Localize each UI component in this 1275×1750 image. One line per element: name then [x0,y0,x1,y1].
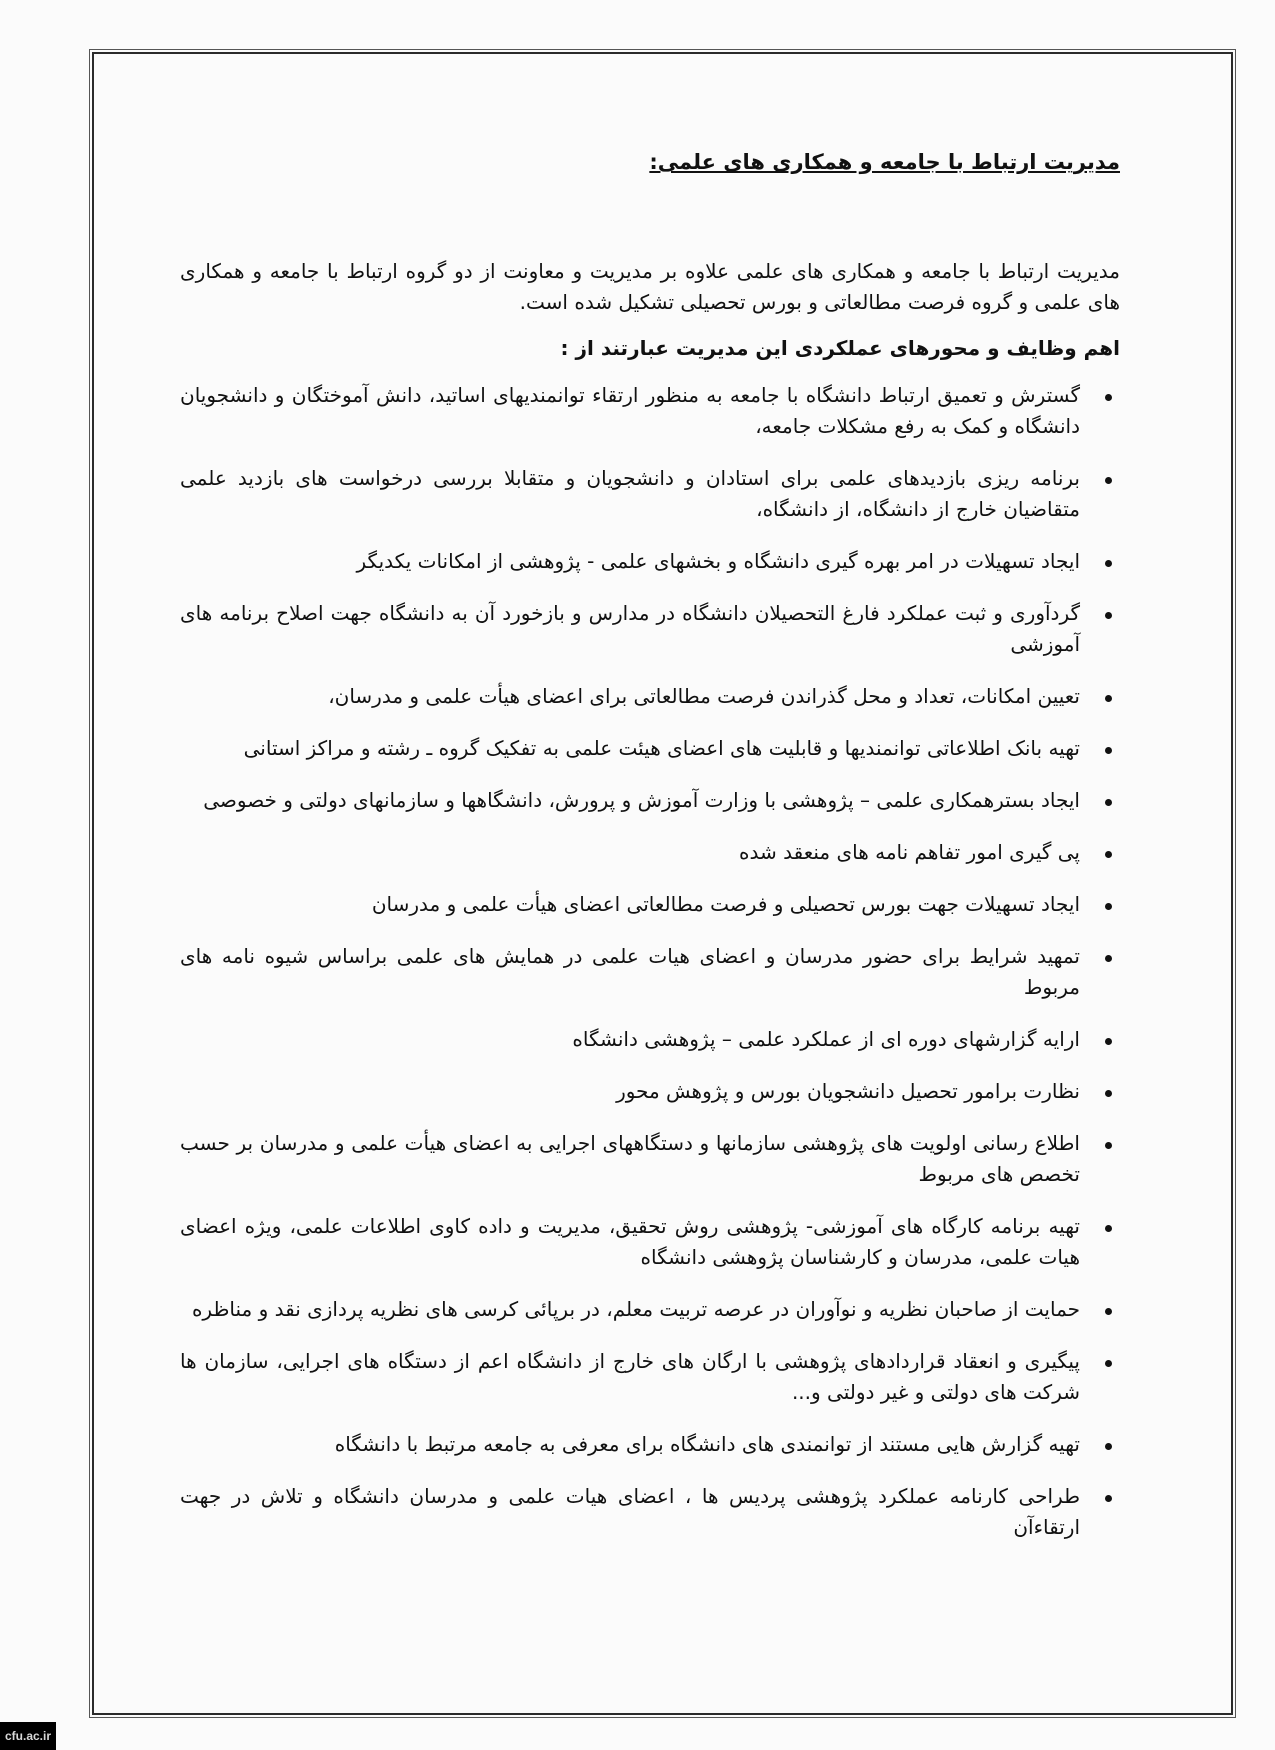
bullet-icon [1105,799,1112,806]
list-item-text: اطلاع رسانی اولویت های پژوهشی سازمانها و دستگاههای اجرایی به اعضای هیأت علمی و مدرسان بر حسب تخصص های مربوط [180,1131,1080,1186]
list-item [180,681,1120,712]
list-item [180,1076,1120,1107]
list-item [180,546,1120,577]
bullet-icon [1105,851,1112,858]
list-item [180,463,1120,525]
list-item-text: پیگیری و انعقاد قراردادهای پژوهشی با ارگان های خارج از دانشگاه اعم از دستگاه های اجرایی، سازمان ها شرکت های دولتی و غیر دولتی و... [180,1349,1080,1404]
list-item-text: گردآوری و ثبت عملکرد فارغ التحصیلان دانشگاه در مدارس و بازخورد آن به دانشگاه جهت اصلاح برنامه های آموزشی [180,601,1080,656]
list-item-text: برنامه ریزی بازدیدهای علمی برای استادان و دانشجویان و متقابلا بررسی درخواست های بازدید علمی متقاضیان خارج از دانشگاه، از دانشگاه، [180,466,1080,521]
list-item [180,837,1120,868]
bullet-icon [1105,1090,1112,1097]
list-item-text: ایجاد تسهیلات در امر بهره گیری دانشگاه و بخشهای علمی - پژوهشی از امکانات یکدیگر [356,549,1080,573]
list-item-text: حمایت از صاحبان نظریه و نوآوران در عرصه تربیت معلم، در برپائی کرسی های نظریه پردازی نقد و مناظره [191,1297,1080,1321]
intro-paragraph: مدیریت ارتباط با جامعه و همکاری های علمی علاوه بر مدیریت و معاونت از دو گروه ارتباط با جامعه و همکاری های علمی و گروه فرصت مطالعاتی و بورس تحصیلی تشکیل شده است. [180,259,1120,314]
bullet-icon [1105,477,1112,484]
list-item [180,785,1120,816]
list-item [180,598,1120,660]
list-item-text: ایجاد تسهیلات جهت بورس تحصیلی و فرصت مطالعاتی اعضای هیأت علمی و مدرسان [371,892,1080,916]
document-title: مدیریت ارتباط با جامعه و همکاری های علمی: [649,150,1120,174]
bullet-icon [1105,1360,1112,1367]
list-item-text: تهیه بانک اطلاعاتی توانمندیها و قابلیت های اعضای هیئت علمی به تفکیک گروه ـ رشته و مراکز استانی [243,736,1080,760]
bullet-icon [1105,560,1112,567]
list-item-text: ایجاد بسترهمکاری علمی – پژوهشی با وزارت آموزش و پرورش، دانشگاهها و سازمانهای دولتی و خصوصی [203,788,1080,812]
list-item [180,380,1120,442]
bullet-icon [1105,695,1112,702]
list-item [180,1128,1120,1190]
bullet-icon [1105,903,1112,910]
list-item [180,733,1120,764]
list-item-text: نظارت برامور تحصیل دانشجویان بورس و پژوهش محور [616,1079,1080,1103]
list-item [180,889,1120,920]
list-item-text: تمهید شرایط برای حضور مدرسان و اعضای هیات علمی در همایش های علمی براساس شیوه نامه های مربوط [180,944,1080,999]
list-item [180,1481,1120,1543]
bullet-icon [1105,394,1112,401]
list-item-text: ارایه گزارشهای دوره ای از عملکرد علمی – پژوهشی دانشگاه [572,1027,1080,1051]
list-item [180,941,1120,1003]
duties-heading: اهم وظایف و محورهای عملکردی این مدیریت عبارتند از : [560,336,1120,360]
bullet-icon [1105,1308,1112,1315]
list-item-text: پی گیری امور تفاهم نامه های منعقد شده [738,840,1080,864]
list-item-text: تهیه گزارش هایی مستند از توانمندی های دانشگاه برای معرفی به جامعه مرتبط با دانشگاه [334,1432,1080,1456]
bullet-icon [1105,1443,1112,1450]
list-item [180,1429,1120,1460]
list-item [180,1211,1120,1273]
document-body [180,150,1120,1564]
site-watermark: cfu.ac.ir [0,1722,56,1750]
list-item-text: گسترش و تعمیق ارتباط دانشگاه با جامعه به منظور ارتقاء توانمندیهای اساتید، دانش آموختگان و دانشجویان دانشگاه و کمک به رفع مشکلات جامعه، [180,383,1080,438]
bullet-icon [1105,747,1112,754]
list-item-text: تعیین امکانات، تعداد و محل گذراندن فرصت مطالعاتی برای اعضای هیأت علمی و مدرسان، [328,684,1080,708]
bullet-icon [1105,1142,1112,1149]
bullet-icon [1105,955,1112,962]
list-item-text: طراحی کارنامه عملکرد پژوهشی پردیس ها ، اعضای هیات علمی و مدرسان دانشگاه و تلاش در جهت ارتقاءآن [180,1484,1080,1539]
list-item [180,1024,1120,1055]
bullet-icon [1105,1225,1112,1232]
bullet-icon [1105,612,1112,619]
list-item [180,1346,1120,1408]
bullet-icon [1105,1038,1112,1045]
duties-list [180,380,1120,1543]
bullet-icon [1105,1495,1112,1502]
list-item-text: تهیه برنامه کارگاه های آموزشی- پژوهشی روش تحقیق، مدیریت و داده کاوی اطلاعات علمی، ویژه اعضای هیات علمی، مدرسان و کارشناسان پژوهشی دانشگاه [180,1214,1080,1269]
list-item [180,1294,1120,1325]
